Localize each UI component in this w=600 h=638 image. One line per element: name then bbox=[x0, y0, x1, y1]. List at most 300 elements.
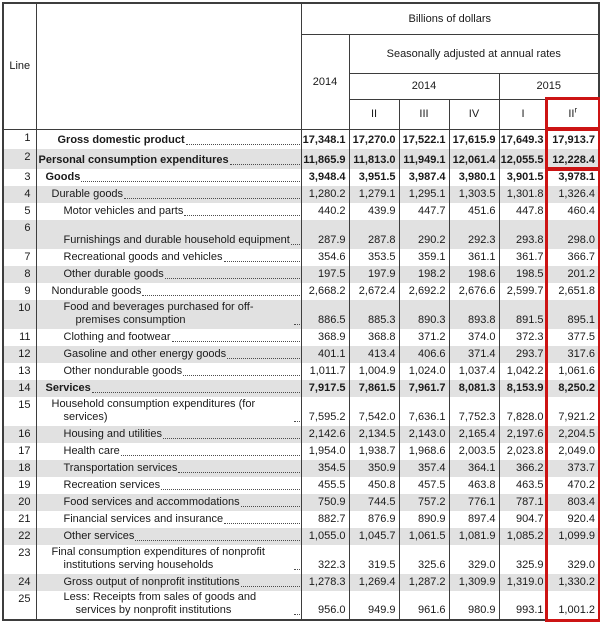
value-cell: 368.8 bbox=[349, 329, 399, 346]
row-label-cell bbox=[36, 443, 301, 460]
line-number-cell: 5 bbox=[3, 203, 36, 220]
row-label-cell bbox=[36, 477, 301, 494]
annual-2014-header: 2014 bbox=[301, 34, 349, 129]
value-cell: 891.5 bbox=[499, 300, 547, 329]
value-cell: 319.5 bbox=[349, 545, 399, 574]
row-label-cell bbox=[36, 494, 301, 511]
value-cell: 7,961.7 bbox=[399, 380, 449, 397]
quarter-label: IV bbox=[468, 108, 480, 120]
dot-leader bbox=[224, 261, 300, 262]
value-cell: 17,348.1 bbox=[301, 129, 349, 149]
quarter-label: II bbox=[370, 108, 378, 120]
row-label-cell bbox=[36, 574, 301, 591]
row-label: Health care bbox=[63, 445, 120, 457]
value-cell: 1,061.5 bbox=[399, 528, 449, 545]
value-cell: 198.6 bbox=[449, 266, 499, 283]
value-cell: 787.1 bbox=[499, 494, 547, 511]
table-row bbox=[3, 528, 599, 545]
row-label: Recreational goods and vehicles bbox=[63, 251, 223, 263]
units-header: Billions of dollars bbox=[301, 3, 599, 34]
value-cell: 413.4 bbox=[349, 346, 399, 363]
row-label: Motor vehicles and parts bbox=[63, 205, 184, 217]
value-cell: 7,861.5 bbox=[349, 380, 399, 397]
value-cell: 904.7 bbox=[499, 511, 547, 528]
value-cell: 1,055.0 bbox=[301, 528, 349, 545]
value-cell: 2,668.2 bbox=[301, 283, 349, 300]
value-cell-current-quarter: 329.0 bbox=[547, 545, 599, 574]
row-label-flex bbox=[37, 188, 301, 201]
row-label-flex bbox=[37, 234, 301, 247]
line-number-cell: 6 bbox=[3, 220, 36, 249]
value-cell: 357.4 bbox=[399, 460, 449, 477]
table-row bbox=[3, 426, 599, 443]
line-number-cell: 10 bbox=[3, 300, 36, 329]
value-cell: 7,636.1 bbox=[399, 397, 449, 426]
value-cell: 293.7 bbox=[499, 346, 547, 363]
line-number-cell: 18 bbox=[3, 460, 36, 477]
dot-leader bbox=[178, 472, 299, 473]
row-label-cell bbox=[36, 346, 301, 363]
value-cell: 17,270.0 bbox=[349, 129, 399, 149]
row-label: Household consumption expenditures (for services) bbox=[51, 398, 256, 423]
dot-leader bbox=[294, 421, 300, 422]
line-number-cell: 7 bbox=[3, 249, 36, 266]
value-cell: 198.5 bbox=[499, 266, 547, 283]
line-number-cell: 17 bbox=[3, 443, 36, 460]
value-cell: 451.6 bbox=[449, 203, 499, 220]
value-cell-current-quarter: 895.1 bbox=[547, 300, 599, 329]
row-label-cell bbox=[36, 380, 301, 397]
row-label-flex bbox=[37, 134, 301, 147]
line-number-cell: 12 bbox=[3, 346, 36, 363]
dot-leader bbox=[121, 455, 300, 456]
line-number-cell: 14 bbox=[3, 380, 36, 397]
value-cell: 890.9 bbox=[399, 511, 449, 528]
dot-leader bbox=[227, 358, 299, 359]
value-cell: 447.8 bbox=[499, 203, 547, 220]
dot-leader bbox=[124, 198, 299, 199]
value-cell: 8,153.9 bbox=[499, 380, 547, 397]
value-cell: 7,752.3 bbox=[449, 397, 499, 426]
value-cell: 197.9 bbox=[349, 266, 399, 283]
value-cell: 372.3 bbox=[499, 329, 547, 346]
value-cell: 11,865.9 bbox=[301, 149, 349, 169]
row-label: Other nondurable goods bbox=[63, 365, 183, 377]
dot-leader bbox=[163, 438, 300, 439]
dot-leader bbox=[183, 375, 299, 376]
row-label-cell bbox=[36, 186, 301, 203]
value-cell: 287.9 bbox=[301, 220, 349, 249]
row-label-flex bbox=[37, 445, 301, 458]
row-label-cell bbox=[36, 591, 301, 620]
value-cell-current-quarter: 366.7 bbox=[547, 249, 599, 266]
value-cell: 17,615.9 bbox=[449, 129, 499, 149]
value-cell: 463.5 bbox=[499, 477, 547, 494]
row-label-flex bbox=[37, 546, 301, 572]
row-label-cell bbox=[36, 149, 301, 169]
table-row bbox=[3, 443, 599, 460]
value-cell-current-quarter: 1,061.6 bbox=[547, 363, 599, 380]
dot-leader bbox=[241, 586, 300, 587]
value-cell-current-quarter: 7,921.2 bbox=[547, 397, 599, 426]
table-row bbox=[3, 186, 599, 203]
value-cell: 882.7 bbox=[301, 511, 349, 528]
table-row bbox=[3, 169, 599, 186]
dot-leader bbox=[294, 569, 300, 570]
value-cell: 1,287.2 bbox=[399, 574, 449, 591]
value-cell: 1,024.0 bbox=[399, 363, 449, 380]
value-cell: 1,301.8 bbox=[499, 186, 547, 203]
value-cell: 371.2 bbox=[399, 329, 449, 346]
row-label: Final consumption expenditures of nonprofit institutions serving households bbox=[51, 546, 265, 571]
row-label-flex bbox=[37, 479, 301, 492]
row-label-cell bbox=[36, 203, 301, 220]
value-cell-current-quarter: 920.4 bbox=[547, 511, 599, 528]
line-column-header: Line bbox=[3, 3, 36, 129]
line-number-cell: 11 bbox=[3, 329, 36, 346]
row-label-flex bbox=[37, 428, 301, 441]
row-label-cell bbox=[36, 283, 301, 300]
table-row bbox=[3, 266, 599, 283]
value-cell: 1,968.6 bbox=[399, 443, 449, 460]
line-number-cell: 25 bbox=[3, 591, 36, 620]
value-cell: 1,280.2 bbox=[301, 186, 349, 203]
row-label-flex bbox=[37, 462, 301, 475]
line-number-cell: 8 bbox=[3, 266, 36, 283]
year-group-2014-header: 2014 bbox=[349, 73, 499, 99]
table-row bbox=[3, 380, 599, 397]
row-label-cell bbox=[36, 545, 301, 574]
value-cell-current-quarter: 1,326.4 bbox=[547, 186, 599, 203]
line-number-cell: 9 bbox=[3, 283, 36, 300]
dot-leader bbox=[241, 506, 300, 507]
value-cell: 8,081.3 bbox=[449, 380, 499, 397]
value-cell: 2,672.4 bbox=[349, 283, 399, 300]
value-cell: 890.3 bbox=[399, 300, 449, 329]
line-number-cell: 2 bbox=[3, 149, 36, 169]
row-label: Other durable goods bbox=[63, 268, 164, 280]
value-cell: 7,917.5 bbox=[301, 380, 349, 397]
value-cell: 12,055.5 bbox=[499, 149, 547, 169]
row-label: Goods bbox=[45, 171, 81, 183]
value-cell: 1,037.4 bbox=[449, 363, 499, 380]
row-label-cell bbox=[36, 426, 301, 443]
dot-leader bbox=[224, 523, 299, 524]
value-cell: 292.3 bbox=[449, 220, 499, 249]
value-cell: 7,828.0 bbox=[499, 397, 547, 426]
value-cell: 364.1 bbox=[449, 460, 499, 477]
line-number-cell: 23 bbox=[3, 545, 36, 574]
line-number-cell: 15 bbox=[3, 397, 36, 426]
row-label-cell bbox=[36, 397, 301, 426]
value-cell: 2,142.6 bbox=[301, 426, 349, 443]
dot-leader bbox=[230, 164, 300, 165]
value-cell: 1,278.3 bbox=[301, 574, 349, 591]
value-cell-current-quarter: 2,651.8 bbox=[547, 283, 599, 300]
row-label: Transportation services bbox=[63, 462, 178, 474]
quarter-label: III bbox=[419, 108, 429, 120]
value-cell: 2,692.2 bbox=[399, 283, 449, 300]
row-label: Nondurable goods bbox=[51, 285, 142, 297]
quarter-header-q3-2014 bbox=[399, 99, 449, 129]
table-row bbox=[3, 346, 599, 363]
table-body bbox=[3, 129, 599, 620]
row-label-cell bbox=[36, 266, 301, 283]
table-row bbox=[3, 545, 599, 574]
value-cell: 439.9 bbox=[349, 203, 399, 220]
value-cell: 1,279.1 bbox=[349, 186, 399, 203]
quarter-label: I bbox=[521, 108, 525, 120]
table-row bbox=[3, 591, 599, 620]
value-cell: 7,595.2 bbox=[301, 397, 349, 426]
description-column-header bbox=[36, 3, 301, 129]
value-cell: 897.4 bbox=[449, 511, 499, 528]
value-cell: 876.9 bbox=[349, 511, 399, 528]
value-cell: 7,542.0 bbox=[349, 397, 399, 426]
value-cell: 885.3 bbox=[349, 300, 399, 329]
row-label-flex bbox=[37, 591, 301, 617]
line-number-cell: 13 bbox=[3, 363, 36, 380]
value-cell: 3,948.4 bbox=[301, 169, 349, 186]
value-cell: 1,319.0 bbox=[499, 574, 547, 591]
value-cell: 2,143.0 bbox=[399, 426, 449, 443]
value-cell: 350.9 bbox=[349, 460, 399, 477]
value-cell: 2,134.5 bbox=[349, 426, 399, 443]
dot-leader bbox=[142, 295, 299, 296]
value-cell-current-quarter: 377.5 bbox=[547, 329, 599, 346]
row-label-cell bbox=[36, 129, 301, 149]
dot-leader bbox=[92, 392, 300, 393]
row-label-flex bbox=[37, 205, 301, 218]
table-row bbox=[3, 460, 599, 477]
row-label-flex bbox=[37, 251, 301, 264]
value-cell: 11,949.1 bbox=[399, 149, 449, 169]
row-label-flex bbox=[37, 513, 301, 526]
value-cell: 949.9 bbox=[349, 591, 399, 620]
row-label: Food and beverages purchased for off-premises consumption bbox=[63, 301, 254, 326]
quarter-header-current bbox=[547, 99, 599, 129]
row-label: Services bbox=[45, 382, 91, 394]
line-number-cell: 16 bbox=[3, 426, 36, 443]
value-cell: 750.9 bbox=[301, 494, 349, 511]
value-cell: 757.2 bbox=[399, 494, 449, 511]
value-cell: 198.2 bbox=[399, 266, 449, 283]
row-label: Furnishings and durable household equipment bbox=[63, 234, 290, 246]
table-row bbox=[3, 574, 599, 591]
value-cell: 371.4 bbox=[449, 346, 499, 363]
value-cell: 744.5 bbox=[349, 494, 399, 511]
table-row bbox=[3, 329, 599, 346]
value-cell: 993.1 bbox=[499, 591, 547, 620]
row-label-cell bbox=[36, 329, 301, 346]
value-cell: 3,987.4 bbox=[399, 169, 449, 186]
value-cell: 457.5 bbox=[399, 477, 449, 494]
row-label: Gross domestic product bbox=[57, 134, 185, 146]
table-row bbox=[3, 129, 599, 149]
quarter-header-q4-2014 bbox=[449, 99, 499, 129]
row-label: Food services and accommodations bbox=[63, 496, 240, 508]
value-cell: 2,165.4 bbox=[449, 426, 499, 443]
value-cell-current-quarter: 317.6 bbox=[547, 346, 599, 363]
value-cell: 1,309.9 bbox=[449, 574, 499, 591]
value-cell: 359.1 bbox=[399, 249, 449, 266]
dot-leader bbox=[161, 489, 299, 490]
row-label: Clothing and footwear bbox=[63, 331, 171, 343]
row-label-flex bbox=[37, 348, 301, 361]
row-label-flex bbox=[37, 171, 301, 184]
table-row bbox=[3, 203, 599, 220]
line-number-cell: 1 bbox=[3, 129, 36, 149]
value-cell: 980.9 bbox=[449, 591, 499, 620]
value-cell: 401.1 bbox=[301, 346, 349, 363]
value-cell: 17,522.1 bbox=[399, 129, 449, 149]
value-cell: 3,951.5 bbox=[349, 169, 399, 186]
row-label: Durable goods bbox=[51, 188, 124, 200]
row-label-cell bbox=[36, 169, 301, 186]
dot-leader bbox=[184, 215, 299, 216]
row-label: Other services bbox=[63, 530, 135, 542]
year-group-2015-header: 2015 bbox=[499, 73, 599, 99]
value-cell-current-quarter: 803.4 bbox=[547, 494, 599, 511]
value-cell-current-quarter: 1,001.2 bbox=[547, 591, 599, 620]
row-label-flex bbox=[37, 365, 301, 378]
value-cell: 1,011.7 bbox=[301, 363, 349, 380]
value-cell: 325.6 bbox=[399, 545, 449, 574]
value-cell: 440.2 bbox=[301, 203, 349, 220]
value-cell: 2,023.8 bbox=[499, 443, 547, 460]
line-number-cell: 4 bbox=[3, 186, 36, 203]
quarter-label: II bbox=[568, 108, 575, 120]
value-cell: 293.8 bbox=[499, 220, 547, 249]
value-cell: 353.5 bbox=[349, 249, 399, 266]
dot-leader bbox=[172, 341, 300, 342]
row-label-cell bbox=[36, 511, 301, 528]
row-label-cell bbox=[36, 220, 301, 249]
line-number-cell: 20 bbox=[3, 494, 36, 511]
value-cell: 776.1 bbox=[449, 494, 499, 511]
dot-leader bbox=[291, 244, 300, 245]
value-cell: 1,954.0 bbox=[301, 443, 349, 460]
table-row bbox=[3, 149, 599, 169]
quarter-sup: r bbox=[574, 105, 578, 115]
value-cell: 956.0 bbox=[301, 591, 349, 620]
row-label: Less: Receipts from sales of goods and services by nonprofit institutions bbox=[63, 591, 257, 616]
table-row bbox=[3, 511, 599, 528]
value-cell: 322.3 bbox=[301, 545, 349, 574]
saar-header: Seasonally adjusted at annual rates bbox=[349, 34, 599, 73]
value-cell: 463.8 bbox=[449, 477, 499, 494]
row-label-flex bbox=[37, 331, 301, 344]
line-number-cell: 19 bbox=[3, 477, 36, 494]
row-label-flex bbox=[37, 496, 301, 509]
dot-leader bbox=[294, 324, 300, 325]
value-cell: 354.6 bbox=[301, 249, 349, 266]
nipa-table-container bbox=[2, 2, 599, 621]
row-label-flex bbox=[37, 154, 301, 167]
value-cell: 366.2 bbox=[499, 460, 547, 477]
value-cell: 1,042.2 bbox=[499, 363, 547, 380]
value-cell: 2,599.7 bbox=[499, 283, 547, 300]
dot-leader bbox=[294, 614, 300, 615]
dot-leader bbox=[81, 181, 299, 182]
value-cell-current-quarter: 373.7 bbox=[547, 460, 599, 477]
value-cell: 12,061.4 bbox=[449, 149, 499, 169]
table-header bbox=[3, 3, 599, 129]
line-number-cell: 24 bbox=[3, 574, 36, 591]
value-cell: 287.8 bbox=[349, 220, 399, 249]
row-label: Housing and utilities bbox=[63, 428, 162, 440]
quarter-header-q2-2014 bbox=[349, 99, 399, 129]
dot-leader bbox=[186, 144, 300, 145]
value-cell: 354.5 bbox=[301, 460, 349, 477]
value-cell: 290.2 bbox=[399, 220, 449, 249]
table-row bbox=[3, 397, 599, 426]
value-cell: 2,197.6 bbox=[499, 426, 547, 443]
value-cell: 455.5 bbox=[301, 477, 349, 494]
row-label-flex bbox=[37, 530, 301, 543]
value-cell-current-quarter: 12,228.4 bbox=[547, 149, 599, 169]
value-cell: 1,081.9 bbox=[449, 528, 499, 545]
table-row bbox=[3, 494, 599, 511]
value-cell: 961.6 bbox=[399, 591, 449, 620]
value-cell-current-quarter: 460.4 bbox=[547, 203, 599, 220]
row-label-flex bbox=[37, 268, 301, 281]
value-cell-current-quarter: 3,978.1 bbox=[547, 169, 599, 186]
dot-leader bbox=[165, 278, 300, 279]
value-cell-current-quarter: 470.2 bbox=[547, 477, 599, 494]
row-label: Recreation services bbox=[63, 479, 161, 491]
value-cell: 1,045.7 bbox=[349, 528, 399, 545]
value-cell: 17,649.3 bbox=[499, 129, 547, 149]
row-label-flex bbox=[37, 301, 301, 327]
value-cell: 450.8 bbox=[349, 477, 399, 494]
value-cell: 3,901.5 bbox=[499, 169, 547, 186]
row-label-flex bbox=[37, 285, 301, 298]
value-cell: 2,676.6 bbox=[449, 283, 499, 300]
value-cell: 329.0 bbox=[449, 545, 499, 574]
value-cell: 1,938.7 bbox=[349, 443, 399, 460]
line-number-cell: 3 bbox=[3, 169, 36, 186]
value-cell: 886.5 bbox=[301, 300, 349, 329]
row-label: Gross output of nonprofit institutions bbox=[63, 576, 240, 588]
value-cell: 2,003.5 bbox=[449, 443, 499, 460]
row-label-flex bbox=[37, 576, 301, 589]
table-row bbox=[3, 220, 599, 249]
value-cell: 3,980.1 bbox=[449, 169, 499, 186]
line-number-cell: 22 bbox=[3, 528, 36, 545]
value-cell-current-quarter: 1,330.2 bbox=[547, 574, 599, 591]
value-cell: 361.1 bbox=[449, 249, 499, 266]
value-cell-current-quarter: 17,913.7 bbox=[547, 129, 599, 149]
value-cell-current-quarter: 8,250.2 bbox=[547, 380, 599, 397]
row-label-cell bbox=[36, 300, 301, 329]
value-cell: 197.5 bbox=[301, 266, 349, 283]
table-row bbox=[3, 283, 599, 300]
value-cell: 361.7 bbox=[499, 249, 547, 266]
value-cell: 325.9 bbox=[499, 545, 547, 574]
value-cell: 1,004.9 bbox=[349, 363, 399, 380]
row-label: Financial services and insurance bbox=[63, 513, 224, 525]
row-label-flex bbox=[37, 398, 301, 424]
row-label-cell bbox=[36, 460, 301, 477]
value-cell: 447.7 bbox=[399, 203, 449, 220]
value-cell-current-quarter: 298.0 bbox=[547, 220, 599, 249]
value-cell: 374.0 bbox=[449, 329, 499, 346]
row-label-cell bbox=[36, 528, 301, 545]
value-cell: 1,085.2 bbox=[499, 528, 547, 545]
value-cell: 1,303.5 bbox=[449, 186, 499, 203]
row-label-cell bbox=[36, 249, 301, 266]
